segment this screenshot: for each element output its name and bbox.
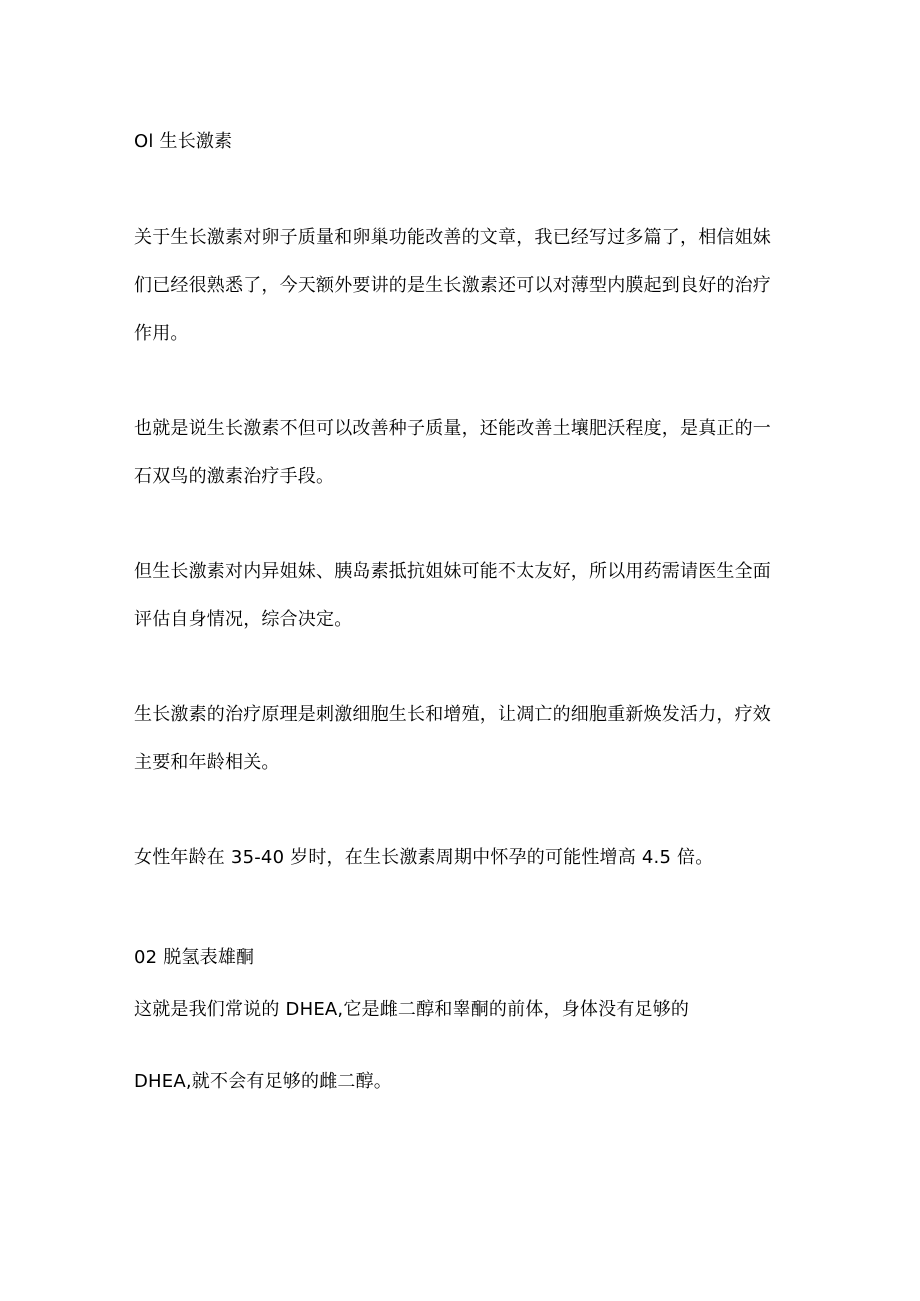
paragraph-line: 作用。 <box>134 323 189 344</box>
paragraph-line: 但生长激素对内异姐妹、胰岛素抵抗姐妹可能不太友好，所以用药需请医生全面 <box>134 561 771 582</box>
section-heading-dhea: 02 脱氢表雄酮 <box>134 947 255 968</box>
paragraph-line: 关于生长激素对卵子质量和卵巢功能改善的文章，我已经写过多篇了，相信姐妹 <box>134 227 771 248</box>
section-heading-growth-hormone: Ol 生长激素 <box>134 131 233 152</box>
paragraph-line: 石双鸟的激素治疗手段。 <box>134 466 335 487</box>
paragraph-line: DHEA,就不会有足够的雌二醇。 <box>134 1071 393 1092</box>
paragraph-line: 这就是我们常说的 DHEA,它是雌二醇和睾酮的前体，身体没有足够的 <box>134 999 690 1020</box>
paragraph-line: 评估自身情况，综合决定。 <box>134 609 353 630</box>
paragraph-line: 生长激素的治疗原理是刺激细胞生长和增殖，让凋亡的细胞重新焕发活力，疗效 <box>134 704 771 725</box>
paragraph-line: 主要和年龄相关。 <box>134 752 280 773</box>
paragraph-line: 们已经很熟悉了，今天额外要讲的是生长激素还可以对薄型内膜起到良好的治疗 <box>134 275 771 296</box>
paragraph-line: 也就是说生长激素不但可以改善种子质量，还能改善土壤肥沃程度，是真正的一 <box>134 418 771 439</box>
paragraph-line: 女性年龄在 35-40 岁时，在生长激素周期中怀孕的可能性增高 4.5 倍。 <box>134 847 714 868</box>
